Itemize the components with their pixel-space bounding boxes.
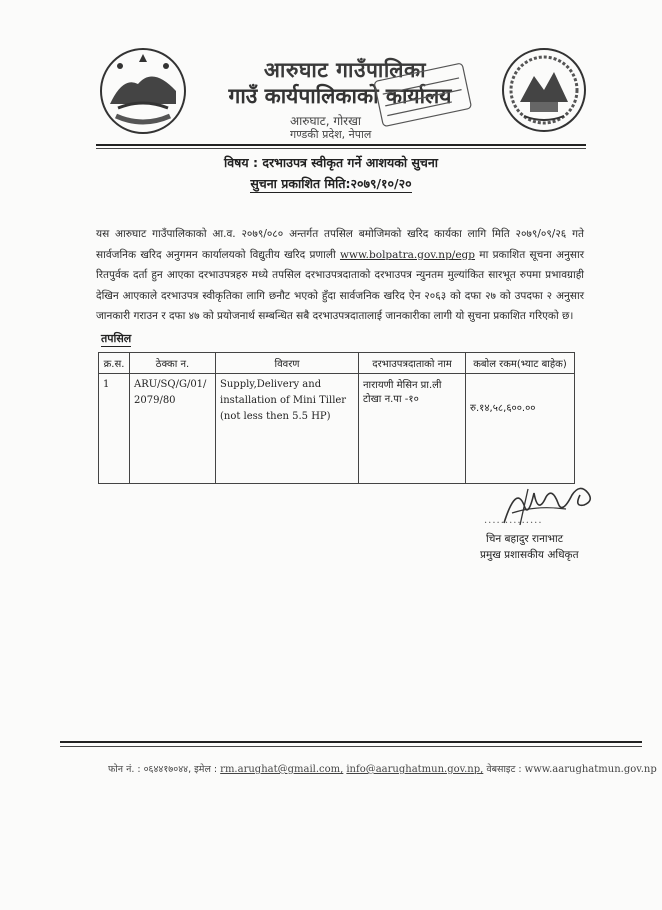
notice-subject: विषय : दरभाउपत्र स्वीकृत गर्ने आशयको सुचना	[223, 155, 439, 170]
header-rule-thin	[96, 148, 586, 149]
address-line-1: आरुघाट, गोरखा	[290, 114, 362, 128]
col-header-sn: क्र.स.	[99, 353, 130, 374]
footer-rule	[60, 741, 642, 743]
footer-email-1[interactable]: rm.arughat@gmail.com,	[220, 764, 344, 775]
footer-email-2[interactable]: info@aarughatmun.gov.np,	[346, 764, 484, 775]
notice-body	[96, 224, 584, 327]
footer-email-label: इमेल :	[194, 764, 218, 775]
col-header-contract-no: ठेक्का न.	[130, 353, 216, 374]
signer-name: चिन बहादुर रानाभाट	[486, 533, 564, 545]
body-text-part2: मा प्रकाशित सूचना अनुसार रितपुर्वक दर्ता हुन आएका दरभाउपत्रहरु मध्ये तपसिल दरभाउपत्रदाताको दरभाउपत्र न्युनतम मुल्यांकित सारभूत रुपमा प्रभावग्राही देखिन आएकाले दरभाउपत्र स्वीकृतिका लागि छनौट भएको हुँदा सार्वजनिक खरिद ऐन २०६३ को दफा २७ को उपदफा २ अनुसार जानकारी गराउन र दफा ४७ को प्रयोजनार्थ सम्बन्धित सबै दरभाउपत्रदातालाई जानकारीका लागी यो सुचना प्रकाशित गरिएको छ।	[96, 248, 585, 322]
publish-date-text: सुचना प्रकाशित मिति:२०७९/१०/२०	[250, 176, 412, 191]
cell-amount: रु.१४,५८,६००.००	[466, 374, 575, 484]
cell-contract-no: ARU/SQ/G/01/2079/80	[130, 374, 216, 484]
signature-dots: ..............	[484, 515, 543, 526]
table-header-row	[99, 353, 575, 374]
details-heading: तपसिल	[101, 332, 132, 345]
footer-website[interactable]: www.aarughatmun.gov.np	[524, 764, 657, 775]
footer-phone: फोन नं. : ०६४४१७०४४,	[108, 764, 192, 775]
footer-contact	[108, 762, 657, 775]
cell-bidder: नारायणी मेसिन प्रा.ली टोखा न.पा -१०	[359, 374, 466, 484]
body-text-part1: यस आरुघाट गाउँपालिकाको आ.व. २०७९/०८० अन्तर्गत तपसिल बमोजिमको खरिद कार्यका लागि मिति २०७९/०९/२६ गते सार्वजनिक खरिद अनुगमन कार्यालयको विद्युतीय खरिद प्रणाली	[96, 228, 584, 261]
cell-sn: 1	[99, 374, 130, 484]
egp-link[interactable]: www.bolpatra.gov.np/egp	[339, 248, 475, 261]
municipality-logo	[500, 46, 588, 134]
col-header-bidder: दरभाउपत्रदाताको नाम	[359, 353, 466, 374]
header-rule	[96, 144, 586, 146]
bid-table	[98, 352, 575, 484]
address-line-2: गण्डकी प्रदेश, नेपाल	[290, 128, 372, 141]
col-header-amount: कबोल रकम(भ्याट बाहेक)	[466, 353, 575, 374]
footer-rule-thin	[60, 746, 642, 747]
table-row	[99, 374, 575, 484]
office-stamp-seal	[370, 62, 475, 130]
signer-title: प्रमुख प्रशासकीय अधिकृत	[480, 549, 579, 561]
col-header-description: विवरण	[216, 353, 359, 374]
cell-description: Supply,Delivery and installation of Mini Tiller (not less then 5.5 HP)	[216, 374, 359, 484]
office-name: आरुघाट गाउँपालिका	[263, 58, 427, 82]
office-subtitle: गाउँ कार्यपालिकाको कार्यालय	[228, 84, 452, 108]
footer-website-label: वेबसाइट :	[486, 764, 522, 775]
nepal-emblem-logo	[98, 46, 188, 136]
publish-date	[0, 175, 662, 192]
handwritten-signature	[476, 475, 606, 535]
